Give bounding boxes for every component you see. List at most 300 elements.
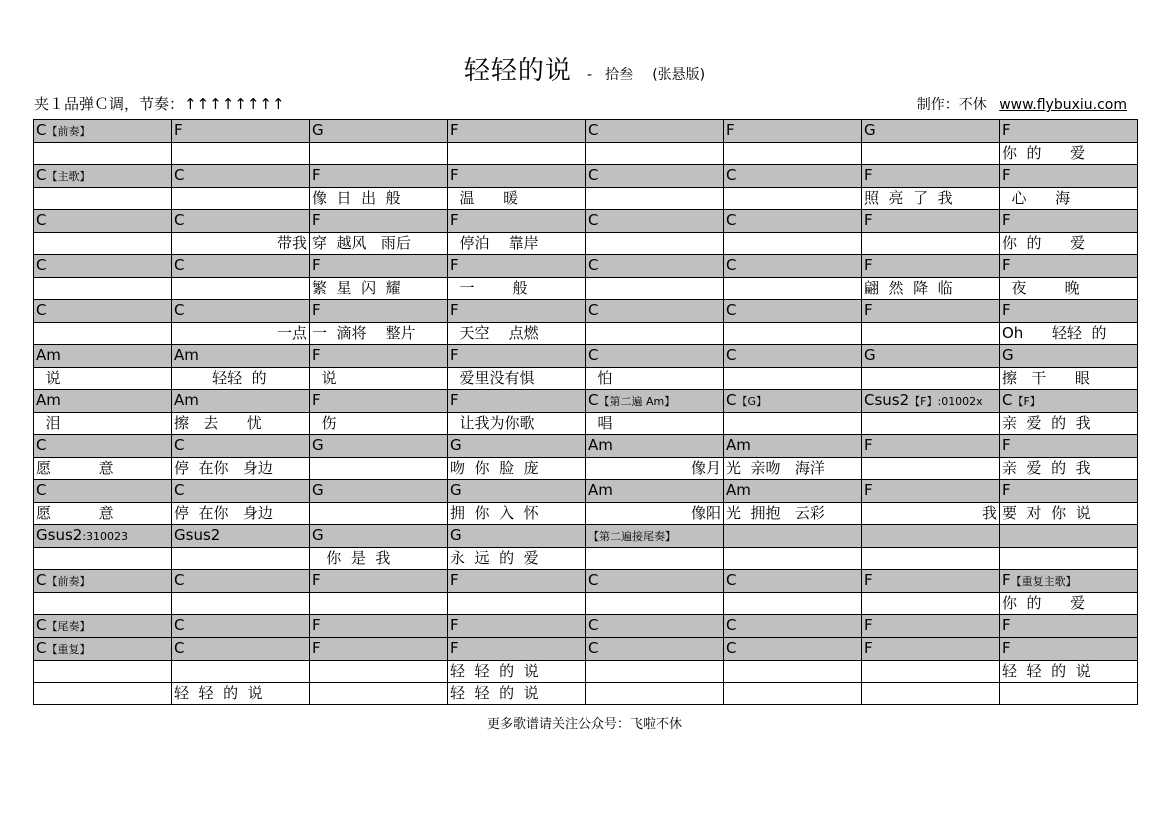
chord-cell xyxy=(448,165,586,188)
lyric-cell: 停 在你 身边 xyxy=(172,458,310,480)
chord-name: F xyxy=(450,571,459,589)
lyric-cell: 怕 xyxy=(586,368,724,390)
chord-cell xyxy=(310,638,448,661)
chord-cell xyxy=(310,300,448,323)
lyric-cell xyxy=(310,458,448,480)
lyric-cell xyxy=(586,188,724,210)
lyric-cell xyxy=(34,683,172,705)
chord-cell xyxy=(862,210,1000,233)
chord-name: G xyxy=(450,481,462,499)
chord-cell xyxy=(448,120,586,143)
chord-name: C xyxy=(36,571,47,589)
chord-name: C xyxy=(1002,391,1013,409)
chord-cell xyxy=(172,480,310,503)
chord-cell xyxy=(172,300,310,323)
lyric-cell xyxy=(310,143,448,165)
chord-name: C xyxy=(36,121,47,139)
lyric-row xyxy=(34,503,1138,525)
chord-name: C xyxy=(726,211,737,229)
chord-name: Am xyxy=(36,346,61,364)
chord-name: C xyxy=(36,639,47,657)
chord-row xyxy=(34,120,1138,143)
chord-name: F xyxy=(312,571,321,589)
chord-name: F xyxy=(450,616,459,634)
chord-cell xyxy=(172,120,310,143)
chord-cell xyxy=(586,390,724,413)
chord-name: C xyxy=(36,301,47,319)
chord-cell xyxy=(724,300,862,323)
lyric-cell xyxy=(34,233,172,255)
chord-cell xyxy=(448,390,586,413)
lyric-cell: 穿 越风 雨后 xyxy=(310,233,448,255)
lyric-cell xyxy=(724,278,862,300)
chord-cell xyxy=(862,345,1000,368)
lyric-cell: 夜 晚 xyxy=(1000,278,1138,300)
chord-cell xyxy=(448,435,586,458)
lyric-cell: 泪 xyxy=(34,413,172,435)
chord-sheet-table xyxy=(33,119,1138,705)
lyric-cell xyxy=(1000,683,1138,705)
chord-name: C xyxy=(174,211,185,229)
site-link[interactable]: www.flybuxiu.com xyxy=(999,97,1127,113)
lyric-row xyxy=(34,458,1138,480)
chord-cell xyxy=(586,300,724,323)
lyric-cell: 停泊 靠岸 xyxy=(448,233,586,255)
chord-name: F xyxy=(450,391,459,409)
lyric-cell: 像月 xyxy=(586,458,724,480)
chord-row xyxy=(34,480,1138,503)
title-separator: - xyxy=(586,67,593,83)
chord-cell xyxy=(1000,570,1138,593)
chord-cell xyxy=(34,210,172,233)
section-marker: 【前奏】 xyxy=(46,125,91,138)
lyric-cell xyxy=(172,661,310,683)
chord-name: Am xyxy=(726,436,751,454)
lyric-row xyxy=(34,278,1138,300)
chord-name: C xyxy=(588,256,599,274)
lyric-cell xyxy=(310,593,448,615)
chord-name: F xyxy=(450,211,459,229)
chord-sheet-body xyxy=(34,120,1138,705)
chord-cell xyxy=(172,638,310,661)
chord-cell xyxy=(586,435,724,458)
chord-name: C xyxy=(588,121,599,139)
chord-name: F xyxy=(864,639,873,657)
chord-cell xyxy=(1000,120,1138,143)
chord-cell xyxy=(310,480,448,503)
chord-name: F xyxy=(864,616,873,634)
chord-cell xyxy=(724,570,862,593)
song-title: 轻轻的说 xyxy=(463,56,572,86)
chord-cell xyxy=(862,525,1000,548)
lyric-cell: 轻 轻 的 说 xyxy=(172,683,310,705)
lyric-cell xyxy=(862,458,1000,480)
chord-name: C xyxy=(174,166,185,184)
lyric-cell: 轻 轻 的 说 xyxy=(1000,661,1138,683)
lyric-cell: 说 xyxy=(34,368,172,390)
credit-text: 制作：不休 xyxy=(916,97,987,113)
lyric-cell xyxy=(586,233,724,255)
lyric-cell: 唱 xyxy=(586,413,724,435)
lyric-row xyxy=(34,368,1138,390)
chord-cell xyxy=(1000,435,1138,458)
lyric-cell xyxy=(862,661,1000,683)
section-marker: 【F】:01002x xyxy=(909,395,983,408)
chord-cell xyxy=(1000,210,1138,233)
section-marker: 【尾奏】 xyxy=(46,620,91,633)
lyric-cell: 你 的 爱 xyxy=(1000,233,1138,255)
section-marker: 【第二遍 Am】 xyxy=(598,395,676,408)
chord-cell xyxy=(34,638,172,661)
lyric-cell: 温 暖 xyxy=(448,188,586,210)
chord-cell xyxy=(1000,345,1138,368)
lyric-cell xyxy=(586,278,724,300)
chord-name: C xyxy=(174,571,185,589)
chord-name: C xyxy=(726,571,737,589)
chord-name: F xyxy=(1002,211,1011,229)
chord-row xyxy=(34,345,1138,368)
chord-cell xyxy=(586,345,724,368)
chord-name: G xyxy=(312,481,324,499)
chord-cell xyxy=(862,615,1000,638)
lyric-cell xyxy=(448,143,586,165)
lyric-cell: 轻轻 的 xyxy=(172,368,310,390)
chord-cell xyxy=(724,210,862,233)
lyric-cell xyxy=(172,278,310,300)
chord-cell xyxy=(172,390,310,413)
lyric-cell: 轻 轻 的 说 xyxy=(448,683,586,705)
chord-name: F xyxy=(726,121,735,139)
chord-row xyxy=(34,615,1138,638)
chord-cell xyxy=(34,615,172,638)
lyric-row xyxy=(34,683,1138,705)
chord-name: F xyxy=(1002,571,1011,589)
chord-name: F xyxy=(450,639,459,657)
chord-cell xyxy=(34,300,172,323)
lyric-cell: 你 的 爱 xyxy=(1000,593,1138,615)
lyric-cell: 一 般 xyxy=(448,278,586,300)
lyric-cell: 擦 干 眼 xyxy=(1000,368,1138,390)
lyric-row xyxy=(34,661,1138,683)
lyric-cell xyxy=(586,661,724,683)
lyric-cell: 光 亲吻 海洋 xyxy=(724,458,862,480)
lyric-cell: 一 滴将 整片 xyxy=(310,323,448,345)
chord-name: Am xyxy=(726,481,751,499)
chord-name: F xyxy=(174,121,183,139)
footer-note: 更多歌谱请关注公众号：飞啦不休 xyxy=(486,717,682,732)
chord-cell xyxy=(724,345,862,368)
chord-cell xyxy=(34,570,172,593)
lyric-cell xyxy=(310,661,448,683)
lyric-cell: 永 远 的 爱 xyxy=(448,548,586,570)
lyric-cell: 我 xyxy=(862,503,1000,525)
lyric-cell xyxy=(172,143,310,165)
lyric-cell xyxy=(586,323,724,345)
chord-cell xyxy=(724,435,862,458)
chord-cell xyxy=(34,345,172,368)
lyric-cell xyxy=(34,143,172,165)
chord-name: F xyxy=(864,436,873,454)
lyric-row xyxy=(34,188,1138,210)
chord-row xyxy=(34,210,1138,233)
chord-name: C xyxy=(726,616,737,634)
lyric-cell xyxy=(586,683,724,705)
chord-name: Am xyxy=(174,391,199,409)
chord-cell xyxy=(448,255,586,278)
chord-cell xyxy=(310,210,448,233)
capo-info xyxy=(34,93,285,114)
chord-name: C xyxy=(588,391,599,409)
chord-name: C xyxy=(726,391,737,409)
section-marker: 【G】 xyxy=(736,395,768,408)
chord-cell xyxy=(172,525,310,548)
chord-cell xyxy=(310,345,448,368)
lyric-cell: 擦 去 忧 xyxy=(172,413,310,435)
chord-cell xyxy=(310,435,448,458)
section-marker: 【主歌】 xyxy=(46,170,91,183)
lyric-cell xyxy=(34,548,172,570)
chord-name: C xyxy=(588,616,599,634)
chord-row xyxy=(34,525,1138,548)
chord-cell xyxy=(586,255,724,278)
chord-cell xyxy=(34,255,172,278)
section-marker: 【重复主歌】 xyxy=(1010,575,1077,588)
lyric-cell xyxy=(172,593,310,615)
chord-name: F xyxy=(1002,121,1011,139)
chord-name: F xyxy=(450,121,459,139)
lyric-cell: 让我为你歌 xyxy=(448,413,586,435)
chord-cell xyxy=(34,525,172,548)
section-marker: 【第二遍接尾奏】 xyxy=(588,530,676,543)
credit-info xyxy=(917,94,1127,114)
rhythm-arrows: ↑↑↑↑↑↑↑↑ xyxy=(184,95,285,113)
chord-row xyxy=(34,255,1138,278)
chord-cell xyxy=(724,615,862,638)
lyric-cell: 愿 意 xyxy=(34,503,172,525)
chord-cell xyxy=(724,255,862,278)
lyric-cell xyxy=(724,548,862,570)
chord-name: G xyxy=(864,346,876,364)
chord-cell xyxy=(448,615,586,638)
chord-row xyxy=(34,435,1138,458)
chord-name: Am xyxy=(588,481,613,499)
chord-cell xyxy=(172,570,310,593)
chord-name: C xyxy=(726,166,737,184)
chord-name: F xyxy=(312,301,321,319)
lyric-cell xyxy=(862,143,1000,165)
section-marker: :310023 xyxy=(82,530,129,543)
lyric-cell xyxy=(862,593,1000,615)
lyric-cell: 停 在你 身边 xyxy=(172,503,310,525)
lyric-cell: 你 的 爱 xyxy=(1000,143,1138,165)
lyric-cell xyxy=(724,143,862,165)
lyric-cell xyxy=(34,323,172,345)
chord-name: G xyxy=(312,436,324,454)
chord-name: F xyxy=(312,166,321,184)
lyric-cell xyxy=(172,548,310,570)
chord-cell xyxy=(724,525,862,548)
lyric-cell: 要 对 你 说 xyxy=(1000,503,1138,525)
chord-cell xyxy=(586,615,724,638)
lyric-cell xyxy=(862,413,1000,435)
chord-cell xyxy=(862,435,1000,458)
chord-name: C xyxy=(588,301,599,319)
lyric-cell xyxy=(724,233,862,255)
chord-cell xyxy=(172,615,310,638)
chord-name: G xyxy=(1002,346,1014,364)
chord-cell xyxy=(34,480,172,503)
chord-name: F xyxy=(312,639,321,657)
chord-cell xyxy=(724,120,862,143)
chord-cell xyxy=(1000,165,1138,188)
lyric-cell xyxy=(724,683,862,705)
chord-cell xyxy=(586,570,724,593)
chord-name: F xyxy=(864,571,873,589)
chord-name: C xyxy=(174,256,185,274)
chord-cell xyxy=(724,390,862,413)
lyric-cell xyxy=(862,548,1000,570)
chord-cell xyxy=(1000,615,1138,638)
chord-name: F xyxy=(450,256,459,274)
chord-name: C xyxy=(588,639,599,657)
lyric-cell xyxy=(448,593,586,615)
chord-cell xyxy=(310,570,448,593)
chord-name: F xyxy=(312,346,321,364)
chord-name: C xyxy=(36,166,47,184)
artist-name: 拾叁 xyxy=(605,67,634,83)
chord-name: C xyxy=(174,616,185,634)
chord-cell xyxy=(448,345,586,368)
chord-name: F xyxy=(1002,481,1011,499)
chord-cell xyxy=(310,120,448,143)
chord-cell xyxy=(448,525,586,548)
chord-row xyxy=(34,638,1138,661)
lyric-cell xyxy=(1000,548,1138,570)
lyric-cell xyxy=(586,143,724,165)
chord-row xyxy=(34,165,1138,188)
lyric-cell: 像阳 xyxy=(586,503,724,525)
chord-cell xyxy=(448,210,586,233)
chord-cell xyxy=(172,435,310,458)
chord-cell xyxy=(586,638,724,661)
lyric-cell xyxy=(862,233,1000,255)
chord-name: G xyxy=(312,121,324,139)
chord-cell xyxy=(862,120,1000,143)
lyric-row xyxy=(34,143,1138,165)
chord-name: C xyxy=(726,301,737,319)
chord-name: C xyxy=(588,166,599,184)
chord-name: C xyxy=(726,346,737,364)
chord-cell xyxy=(862,638,1000,661)
chord-cell xyxy=(448,300,586,323)
chord-cell xyxy=(310,525,448,548)
lyric-cell xyxy=(862,323,1000,345)
lyric-cell: 亲 爱 的 我 xyxy=(1000,458,1138,480)
chord-name: F xyxy=(312,616,321,634)
lyric-row xyxy=(34,548,1138,570)
lyric-cell xyxy=(724,661,862,683)
lyric-cell xyxy=(862,368,1000,390)
chord-cell xyxy=(448,638,586,661)
lyric-cell: 你 是 我 xyxy=(310,548,448,570)
chord-name: G xyxy=(864,121,876,139)
chord-name: G xyxy=(312,526,324,544)
lyric-cell: 带我 xyxy=(172,233,310,255)
lyric-cell: 爱里没有惧 xyxy=(448,368,586,390)
chord-cell xyxy=(724,480,862,503)
version-label: (张悬版) xyxy=(652,67,706,83)
lyric-cell xyxy=(586,593,724,615)
chord-name: Am xyxy=(174,346,199,364)
lyric-cell: 吻 你 脸 庞 xyxy=(448,458,586,480)
chord-name: C xyxy=(174,481,185,499)
chord-cell xyxy=(1000,638,1138,661)
chord-cell xyxy=(862,390,1000,413)
chord-name: F xyxy=(450,346,459,364)
chord-name: C xyxy=(588,346,599,364)
lyric-cell xyxy=(34,188,172,210)
chord-name: C xyxy=(36,211,47,229)
chord-name: F xyxy=(312,211,321,229)
chord-name: C xyxy=(36,256,47,274)
lyric-cell: 照 亮 了 我 xyxy=(862,188,1000,210)
chord-cell xyxy=(862,480,1000,503)
chord-cell xyxy=(1000,300,1138,323)
chord-cell xyxy=(724,638,862,661)
chord-cell xyxy=(1000,255,1138,278)
title-row xyxy=(0,50,1169,87)
chord-cell xyxy=(586,480,724,503)
chord-cell xyxy=(862,165,1000,188)
chord-name: F xyxy=(450,301,459,319)
chord-name: F xyxy=(1002,436,1011,454)
chord-cell xyxy=(310,255,448,278)
lyric-cell xyxy=(724,593,862,615)
chord-cell xyxy=(172,210,310,233)
chord-name: G xyxy=(450,526,462,544)
chord-name: C xyxy=(174,301,185,319)
chord-cell xyxy=(34,435,172,458)
capo-text: 夹１品弹Ｃ调，节奏： xyxy=(34,95,185,113)
chord-name: F xyxy=(864,301,873,319)
lyric-cell xyxy=(724,188,862,210)
lyric-cell: 轻 轻 的 说 xyxy=(448,661,586,683)
lyric-cell: 繁 星 闪 耀 xyxy=(310,278,448,300)
chord-name: F xyxy=(864,256,873,274)
lyric-cell: 伤 xyxy=(310,413,448,435)
chord-cell xyxy=(862,570,1000,593)
chord-cell xyxy=(448,480,586,503)
chord-name: C xyxy=(36,436,47,454)
chord-cell xyxy=(172,165,310,188)
chord-name: Gsus2 xyxy=(174,526,221,544)
chord-name: C xyxy=(174,436,185,454)
chord-cell xyxy=(862,300,1000,323)
chord-name: Csus2 xyxy=(864,391,910,409)
chord-cell xyxy=(34,120,172,143)
chord-cell xyxy=(724,165,862,188)
chord-cell xyxy=(1000,390,1138,413)
chord-row xyxy=(34,570,1138,593)
chord-row xyxy=(34,390,1138,413)
lyric-cell xyxy=(310,503,448,525)
chord-row xyxy=(34,300,1138,323)
lyric-cell xyxy=(34,593,172,615)
chord-name: F xyxy=(864,481,873,499)
chord-cell xyxy=(1000,525,1138,548)
lyric-cell: 像 日 出 般 xyxy=(310,188,448,210)
chord-name: F xyxy=(1002,616,1011,634)
